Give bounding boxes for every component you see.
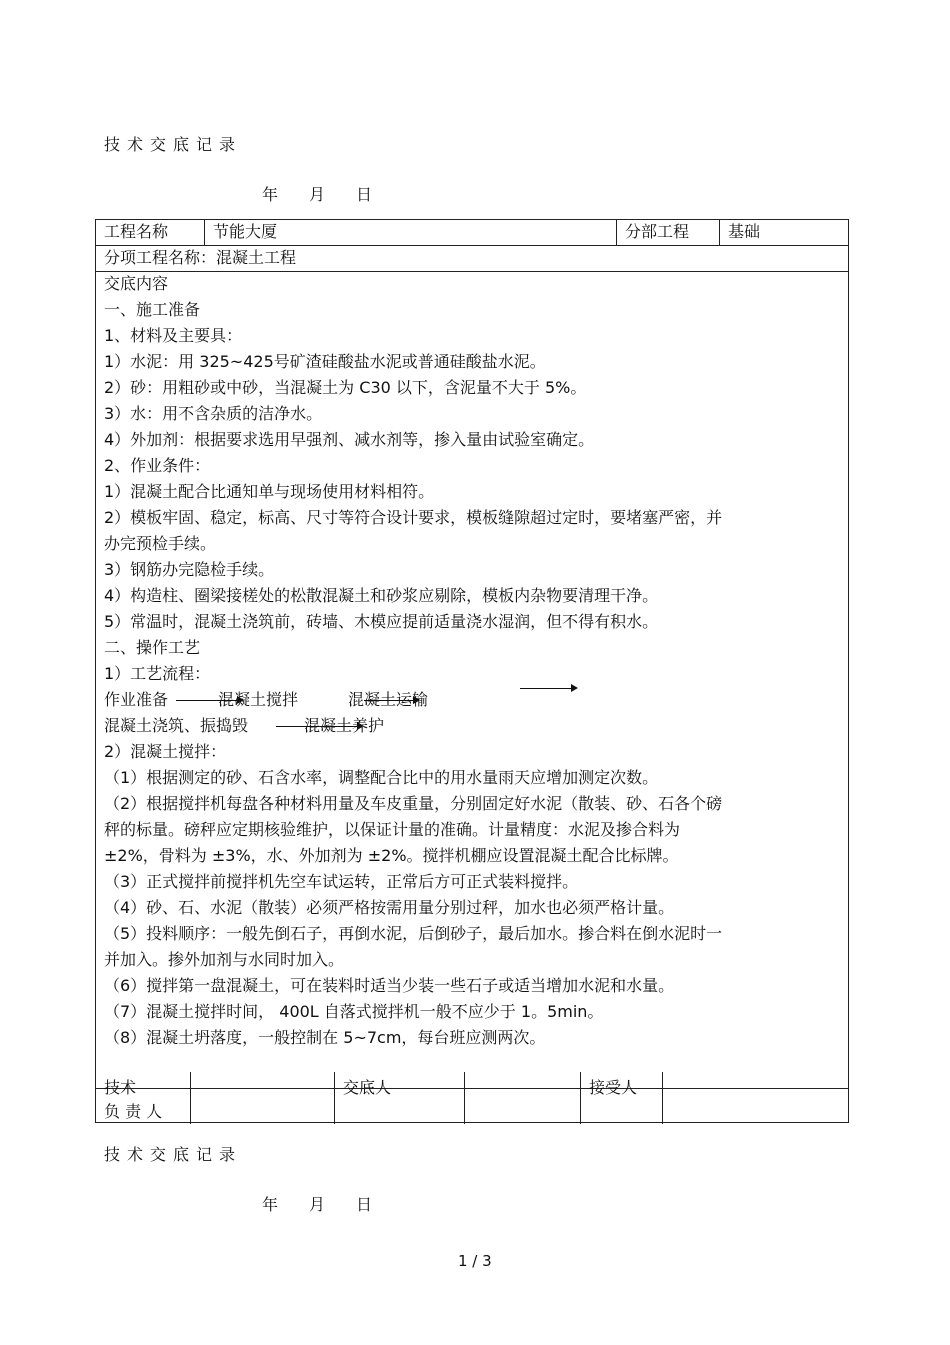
project-name-value: 节能大厦	[204, 220, 616, 245]
content-line: 5）常温时，混凝土浇筑前，砖墙、木模应提前适量浇水湿润，但不得有积水。	[104, 612, 659, 631]
content-row	[96, 272, 848, 1089]
content-line: 交底内容	[104, 274, 169, 293]
receiver-label: 接受人	[580, 1072, 662, 1124]
tech-lead-label-line-2: 负 责 人	[104, 1102, 163, 1121]
content-line: 3）水：用不含杂质的洁净水。	[104, 404, 323, 423]
content-line: 一、施工准备	[104, 300, 201, 319]
date-month: 月	[309, 1195, 326, 1214]
content-line: 办完预检手续。	[104, 534, 217, 553]
flow-arrow-icon	[520, 688, 576, 689]
content-line: 2）混凝土搅拌：	[104, 742, 227, 761]
content-line: 4）构造柱、圈梁接槎处的松散混凝土和砂浆应剔除，模板内杂物要清理干净。	[104, 586, 659, 605]
tech-lead-label	[96, 1072, 190, 1124]
process-flow-2	[104, 716, 804, 736]
content-line: 1、材料及主要具：	[104, 326, 243, 345]
content-line: 并加入。掺外加剂与水同时加入。	[104, 950, 345, 969]
sub-project-text: 分项工程名称：混凝土工程	[104, 248, 297, 267]
content-line: 2）砂：用粗砂或中砂，当混凝土为 C30 以下，含泥量不大于 5%。	[104, 378, 587, 397]
division-value: 基础	[719, 220, 848, 245]
division-label: 分部工程	[616, 220, 719, 245]
date-year: 年	[262, 185, 279, 204]
content-line: （2）根据搅拌机每盘各种材料用量及车皮重量，分别固定好水泥（散装、砂、石各个磅	[104, 794, 723, 813]
document-title: 技术交底记录	[104, 135, 243, 154]
signature-row	[96, 1072, 848, 1124]
document-title-2: 技术交底记录	[104, 1145, 243, 1164]
receiver-signature-field[interactable]	[662, 1072, 848, 1124]
flow-step: 作业准备	[104, 690, 169, 709]
content-line: 4）外加剂：根据要求选用早强剂、减水剂等，掺入量由试验室确定。	[104, 430, 595, 449]
date-line-2	[262, 1192, 372, 1215]
flow-step: 混凝土运输	[348, 690, 429, 709]
submitter-label: 交底人	[334, 1072, 464, 1124]
content-line: 3）钢筋办完隐检手续。	[104, 560, 275, 579]
date-day: 日	[356, 1195, 373, 1214]
content-line: 1）混凝土配合比通知单与现场使用材料相符。	[104, 482, 435, 501]
process-flow-1	[104, 690, 804, 710]
date-year: 年	[262, 1195, 279, 1214]
content-line: （3）正式搅拌前搅拌机先空车试运转，正常后方可正式装料搅拌。	[104, 872, 579, 891]
page-number: 1 / 3	[458, 1252, 492, 1270]
date-day: 日	[356, 185, 373, 204]
content-line: （5）投料顺序：一般先倒石子，再倒水泥，后倒砂子，最后加水。掺合料在倒水泥时一	[104, 924, 723, 943]
submitter-signature-field[interactable]	[464, 1072, 580, 1124]
content-line: 1）水泥：用 325~425号矿渣硅酸盐水泥或普通硅酸盐水泥。	[104, 352, 546, 371]
tech-lead-signature-field[interactable]	[190, 1072, 334, 1124]
content-line: （1）根据测定的砂、石含水率，调整配合比中的用水量雨天应增加测定次数。	[104, 768, 659, 787]
date-month: 月	[309, 185, 326, 204]
content-line: （6）搅拌第一盘混凝土，可在装料时适当少装一些石子或适当增加水泥和水量。	[104, 976, 675, 995]
flow-arrow-icon	[364, 700, 418, 701]
content-line: （4）砂、石、水泥（散装）必须严格按需用量分别过秤，加水也必须严格计量。	[104, 898, 675, 917]
content-line: 二、操作工艺	[104, 638, 201, 657]
content-line: 秤的标量。磅秤应定期核验维护，以保证计量的准确。计量精度：水泥及掺合料为	[104, 820, 681, 839]
date-line	[262, 182, 372, 205]
flow-step: 混凝土搅拌	[218, 690, 299, 709]
disclosure-table	[95, 219, 849, 1123]
project-info-row	[96, 220, 848, 246]
content-line: （8）混凝土坍落度，一般控制在 5~7cm，每台班应测两次。	[104, 1028, 546, 1047]
project-name-label: 工程名称	[104, 222, 169, 241]
content-line: 1）工艺流程：	[104, 664, 211, 683]
sub-project-row	[96, 246, 848, 272]
flow-step: 混凝土养护	[304, 716, 385, 735]
content-line: 2、作业条件：	[104, 456, 211, 475]
content-line: 2）模板牢固、稳定，标高、尺寸等符合设计要求，模板缝隙超过定时，要堵塞严密，并	[104, 508, 723, 527]
content-line: ±2%，骨料为 ±3%，水、外加剂为 ±2%。搅拌机棚应设置混凝土配合比标牌。	[104, 846, 679, 865]
tech-lead-label-line-1: 技术	[104, 1078, 137, 1097]
content-line: （7）混凝土搅拌时间， 400L 自落式搅拌机一般不应少于 1。5min。	[104, 1002, 604, 1021]
flow-step: 混凝土浇筑、振捣毁	[104, 716, 249, 735]
